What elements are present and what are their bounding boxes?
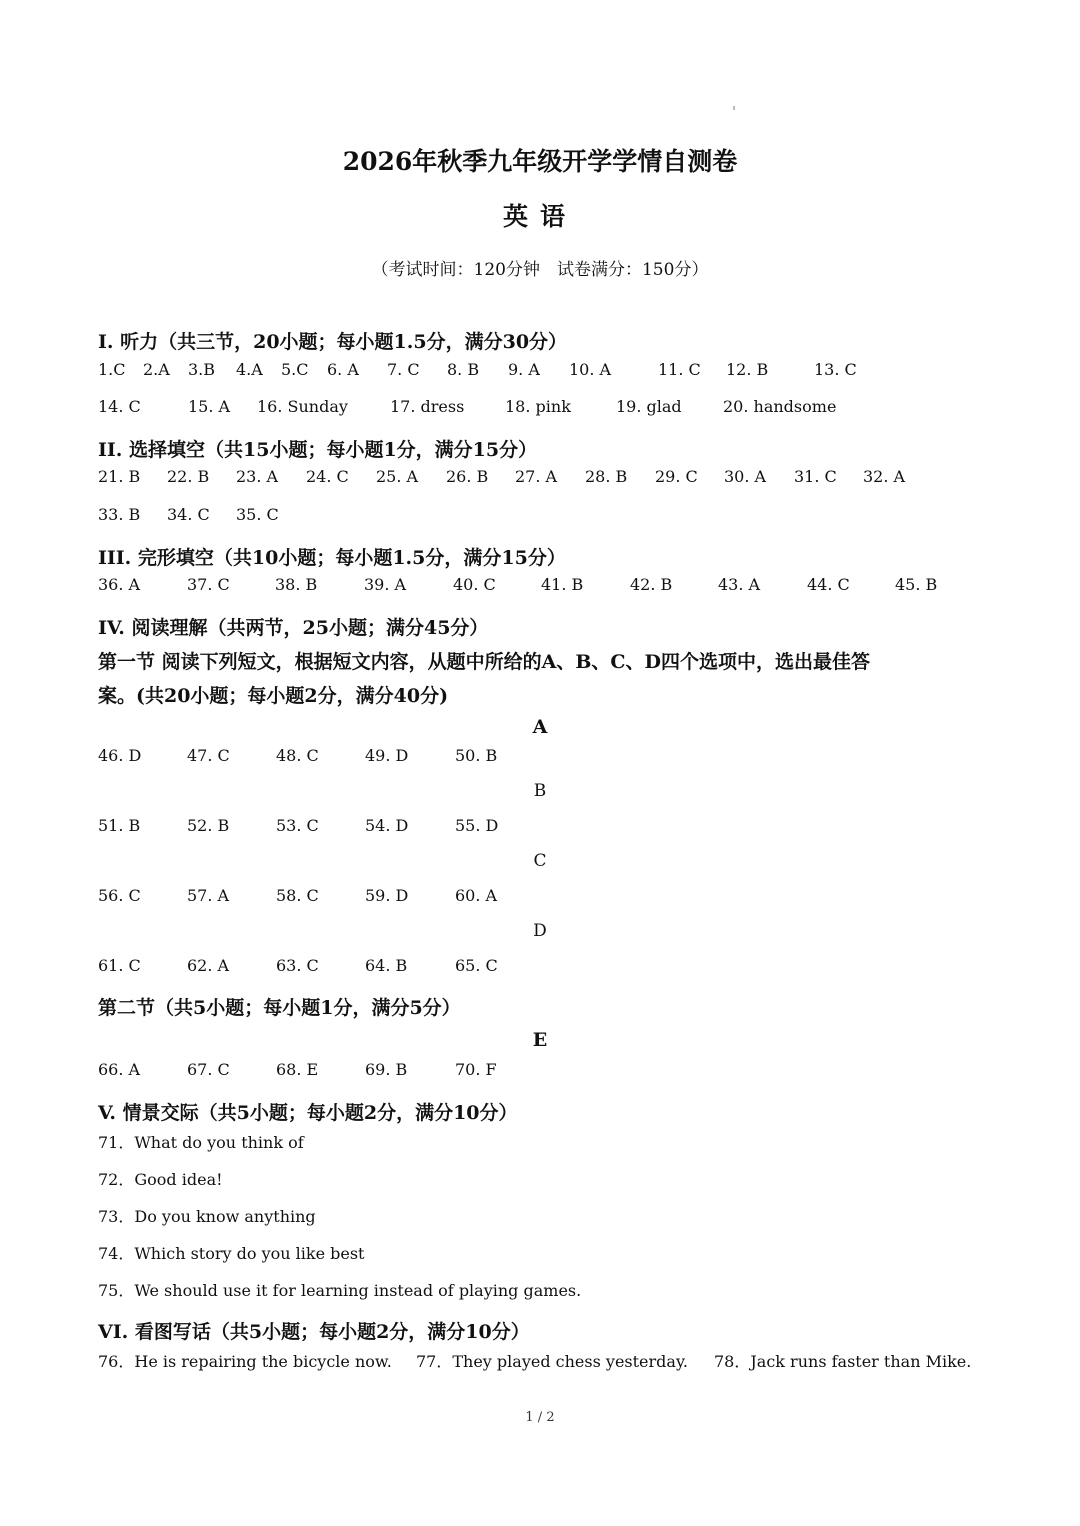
answer-item: 43. A (718, 575, 761, 594)
answer-item: 31. C (794, 467, 837, 486)
section-3-row-1 (98, 575, 998, 597)
section-3-heading: III. 完形填空（共10小题；每小题1.5分，满分15分） (98, 547, 566, 569)
answer-item: 52. B (187, 816, 230, 835)
passage-label-e: E (532, 1029, 548, 1051)
answer-item: 65. C (455, 956, 498, 975)
answer-item: 28. B (585, 467, 628, 486)
answer-item: 70. F (455, 1060, 497, 1079)
answer-item: 26. B (446, 467, 489, 486)
answer-item: 20. handsome (723, 397, 837, 416)
answer-item: 51. B (98, 816, 141, 835)
passage-d-answers (98, 956, 698, 978)
answer-item: 37. C (187, 575, 230, 594)
answer-item: 30. A (724, 467, 767, 486)
answer-item: 39. A (364, 575, 407, 594)
section-2-row-2 (98, 505, 998, 527)
answer-item: 61. C (98, 956, 141, 975)
answer-item: 2.A (143, 360, 170, 379)
answer-item: 55. D (455, 816, 499, 835)
section-5-heading: V. 情景交际（共5小题；每小题2分，满分10分） (98, 1102, 518, 1124)
answer-item: 35. C (236, 505, 279, 524)
exam-title: 2026年秋季九年级开学学情自测卷 (342, 147, 738, 176)
passage-label-c: C (533, 851, 547, 871)
answer-item: 8. B (447, 360, 480, 379)
answer-item: 38. B (275, 575, 318, 594)
answer-item: 14. C (98, 397, 141, 416)
section-6-heading: VI. 看图写话（共5小题；每小题2分，满分10分） (98, 1321, 530, 1343)
answer-line: 71．What do you think of (98, 1133, 304, 1152)
answer-item: 22. B (167, 467, 210, 486)
answer-item: 66. A (98, 1060, 141, 1079)
answer-item: 77．They played chess yesterday. (416, 1352, 688, 1371)
answer-item: 53. C (276, 816, 319, 835)
answer-item: 15. A (188, 397, 231, 416)
answer-item: 67. C (187, 1060, 230, 1079)
answer-item: 17. dress (390, 397, 465, 416)
passage-label-a: A (532, 716, 548, 738)
answer-item: 16. Sunday (257, 397, 348, 416)
answer-item: 48. C (276, 746, 319, 765)
answer-item: 63. C (276, 956, 319, 975)
section-6-row-1 (98, 1349, 998, 1371)
section-1-heading: I. 听力（共三节，20小题；每小题1.5分，满分30分） (98, 331, 568, 353)
answer-item: 45. B (895, 575, 938, 594)
answer-item: 24. C (306, 467, 349, 486)
answer-item: 19. glad (616, 397, 682, 416)
answer-item: 10. A (569, 360, 612, 379)
section-4-part-2-heading: 第二节（共5小题；每小题1分，满分5分） (98, 997, 461, 1019)
answer-item: 18. pink (505, 397, 571, 416)
answer-item: 3.B (188, 360, 216, 379)
answer-item: 59. D (365, 886, 409, 905)
answer-item: 54. D (365, 816, 409, 835)
answer-item: 11. C (658, 360, 701, 379)
section-4-part-1-instructions-cont: 案。(共20小题；每小题2分，满分40分) (98, 685, 449, 707)
section-2-row-1 (98, 467, 998, 489)
answer-item: 62. A (187, 956, 230, 975)
answer-item: 23. A (236, 467, 279, 486)
answer-item: 68. E (276, 1060, 319, 1079)
scan-speck (733, 106, 735, 110)
passage-e-answers (98, 1060, 698, 1082)
answer-item: 29. C (655, 467, 698, 486)
answer-item: 21. B (98, 467, 141, 486)
section-1-row-1 (98, 360, 998, 382)
section-4-heading: IV. 阅读理解（共两节，25小题；满分45分） (98, 617, 489, 639)
answer-item: 36. A (98, 575, 141, 594)
answer-item: 56. C (98, 886, 141, 905)
answer-item: 46. D (98, 746, 142, 765)
passage-a-answers (98, 746, 698, 768)
answer-item: 76．He is repairing the bicycle now. (98, 1352, 392, 1371)
answer-item: 64. B (365, 956, 408, 975)
answer-item: 57. A (187, 886, 230, 905)
section-1-row-2 (98, 397, 998, 419)
answer-line: 75．We should use it for learning instead of playing games. (98, 1281, 582, 1300)
passage-label-b: B (533, 781, 547, 801)
exam-subject: 英语 (502, 202, 577, 231)
section-2-heading: II. 选择填空（共15小题；每小题1分，满分15分） (98, 439, 538, 461)
answer-item: 41. B (541, 575, 584, 594)
answer-item: 49. D (365, 746, 409, 765)
answer-item: 4.A (236, 360, 263, 379)
answer-item: 60. A (455, 886, 498, 905)
passage-b-answers (98, 816, 698, 838)
answer-item: 7. C (387, 360, 420, 379)
answer-item: 50. B (455, 746, 498, 765)
answer-item: 42. B (630, 575, 673, 594)
section-4-part-1-instructions: 第一节 阅读下列短文，根据短文内容，从题中所给的A、B、C、D四个选项中，选出最佳答 (98, 651, 871, 673)
answer-item: 1.C (98, 360, 126, 379)
page-number: 1 / 2 (525, 1410, 555, 1425)
passage-c-answers (98, 886, 698, 908)
answer-item: 6. A (327, 360, 359, 379)
answer-item: 5.C (281, 360, 309, 379)
answer-item: 27. A (515, 467, 558, 486)
answer-item: 25. A (376, 467, 419, 486)
answer-item: 44. C (807, 575, 850, 594)
answer-line: 72．Good idea! (98, 1170, 223, 1189)
answer-item: 12. B (726, 360, 769, 379)
answer-item: 58. C (276, 886, 319, 905)
answer-line: 74．Which story do you like best (98, 1244, 365, 1263)
answer-item: 69. B (365, 1060, 408, 1079)
answer-item: 78．Jack runs faster than Mike. (714, 1352, 972, 1371)
answer-item: 13. C (814, 360, 857, 379)
answer-item: 32. A (863, 467, 906, 486)
answer-item: 47. C (187, 746, 230, 765)
passage-label-d: D (533, 921, 547, 941)
answer-item: 33. B (98, 505, 141, 524)
answer-item: 40. C (453, 575, 496, 594)
answer-item: 9. A (508, 360, 540, 379)
exam-info: （考试时间：120分钟 试卷满分：150分） (371, 260, 709, 280)
answer-item: 34. C (167, 505, 210, 524)
answer-line: 73．Do you know anything (98, 1207, 316, 1226)
